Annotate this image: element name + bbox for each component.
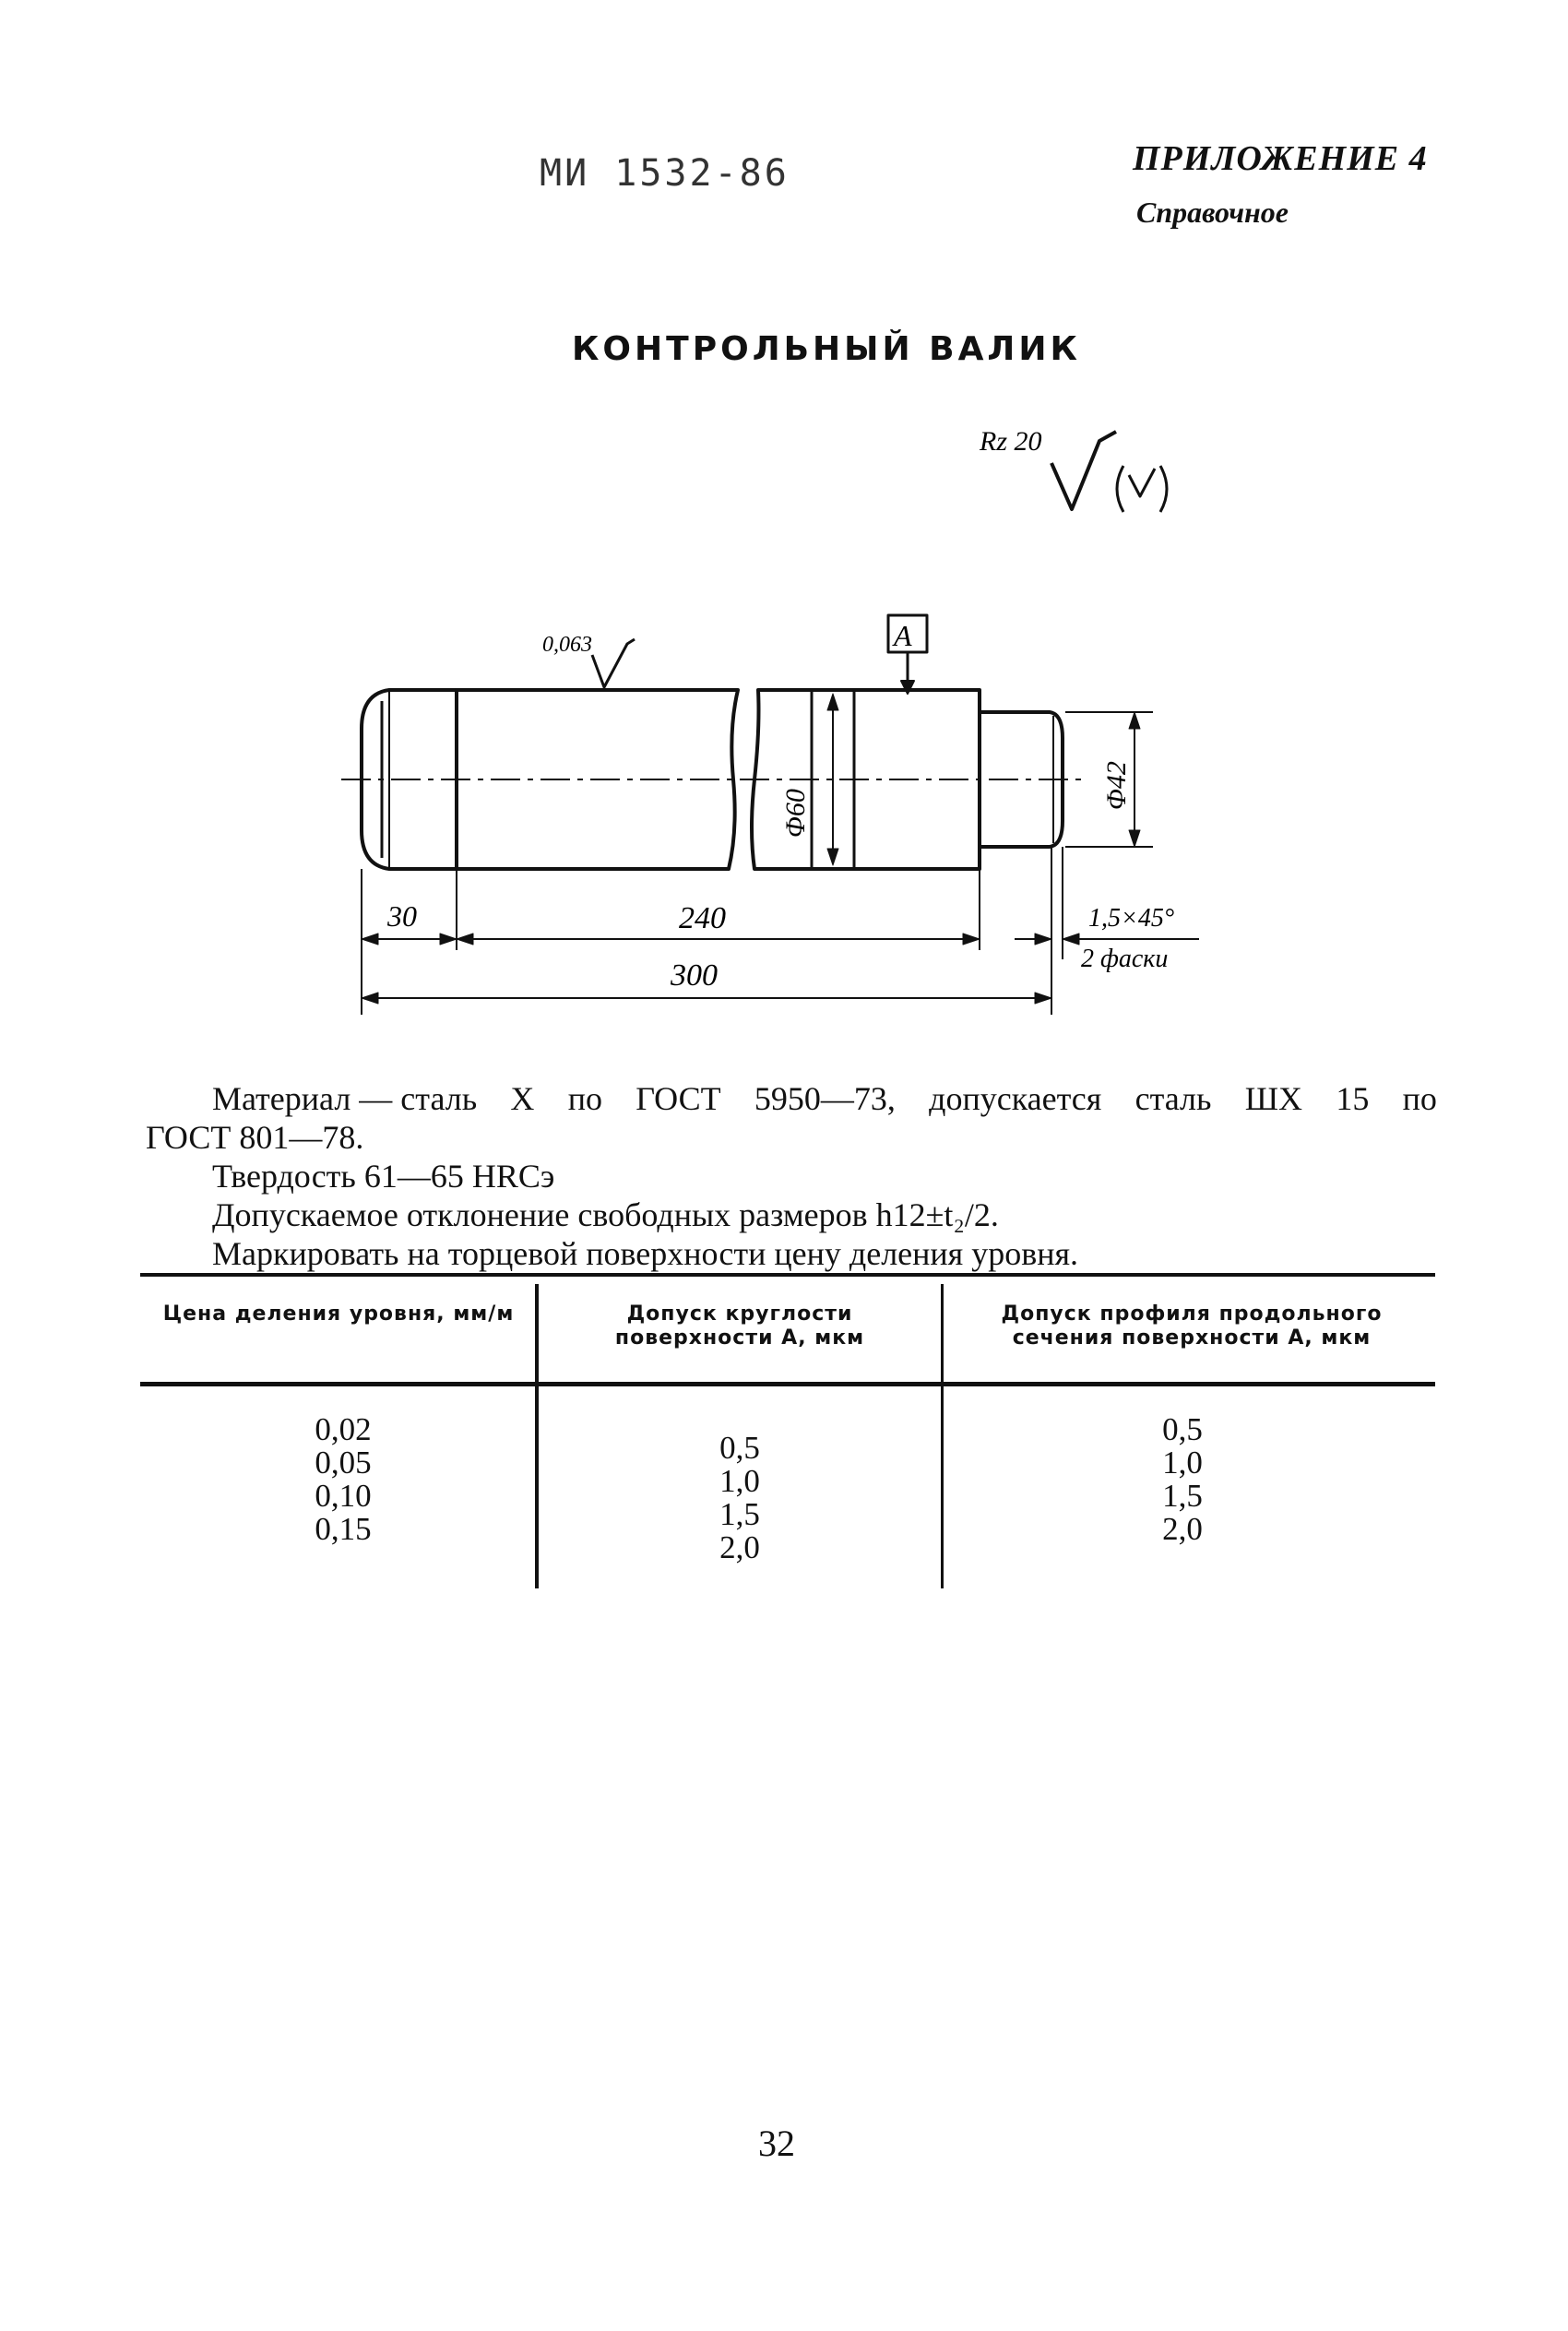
table-cell: 1,0 [1162, 1445, 1203, 1481]
note-hardness: Твердость 61—65 HRCэ [212, 1158, 555, 1195]
dia-large-label: Φ60 [780, 789, 811, 838]
table-header-roundness: Допуск круглости поверхности А, мкм [614, 1302, 865, 1350]
shaft-drawing [0, 0, 1568, 1070]
dia-small-label: Φ42 [1101, 761, 1132, 810]
roughness-mark-icon [1051, 432, 1116, 509]
table-cell: 0,15 [315, 1511, 372, 1547]
datum-label: A [894, 619, 912, 652]
notes-block [146, 1079, 1437, 1273]
appendix-label: ПРИЛОЖЕНИЕ 4 [1133, 139, 1428, 178]
table-header-rule [140, 1382, 1435, 1386]
table-cell: 0,10 [315, 1478, 372, 1514]
table-cell: 1,5 [1162, 1478, 1203, 1514]
note-tolerance: Допускаемое отклонение свободных размеров h12±t₂/2. [212, 1196, 999, 1233]
table-cell: 0,05 [315, 1445, 372, 1481]
dim-total-label: 300 [671, 958, 718, 993]
note-material-line2: ГОСТ 801—78. [146, 1119, 364, 1156]
chamfer-label: 1,5×45° [1088, 904, 1175, 933]
table-col-roundness [647, 1432, 832, 1564]
table-cell: 2,0 [1162, 1511, 1203, 1547]
table-col-scale [251, 1413, 435, 1546]
table-col-divider-2 [941, 1284, 944, 1588]
dim-end-label: 30 [387, 899, 417, 933]
roughness-general-label: Rz 20 [980, 426, 1042, 457]
table-cell: 0,5 [1162, 1411, 1203, 1447]
chamfer-count-label: 2 фаски [1081, 945, 1169, 973]
appendix-type: Справочное [1136, 196, 1289, 229]
roughness-inner-mark-icon [1129, 469, 1155, 496]
document-code: МИ 1532-86 [540, 152, 790, 195]
table-cell: 2,0 [719, 1529, 760, 1565]
table-cell: 1,0 [719, 1463, 760, 1499]
page-title: КОНТРОЛЬНЫЙ ВАЛИК [572, 330, 1081, 368]
table-cell: 0,02 [315, 1411, 372, 1447]
table-col-profile [1090, 1413, 1275, 1546]
table-header-profile: Допуск профиля продольного сечения поверхности А, мкм [1001, 1302, 1383, 1350]
note-material-line1: Материал — сталь X по ГОСТ 5950—73, допускается сталь ШХ 15 по [212, 1080, 1437, 1117]
note-marking: Маркировать на торцевой поверхности цену деления уровня. [212, 1235, 1079, 1272]
page-number: 32 [758, 2123, 795, 2164]
table-cell: 1,5 [719, 1496, 760, 1532]
dim-body-label: 240 [679, 901, 726, 935]
table-col-divider-1 [535, 1284, 539, 1588]
table-cell: 0,5 [719, 1430, 760, 1466]
roughness-paren-icon [1117, 466, 1123, 512]
table-top-rule [140, 1273, 1435, 1277]
table-header-scale: Цена деления уровня, мм/м [162, 1302, 515, 1326]
roughness-surface-label: 0,063 [542, 633, 592, 657]
surface-roughness-icon [592, 639, 635, 687]
tolerance-table [140, 1273, 1435, 1605]
